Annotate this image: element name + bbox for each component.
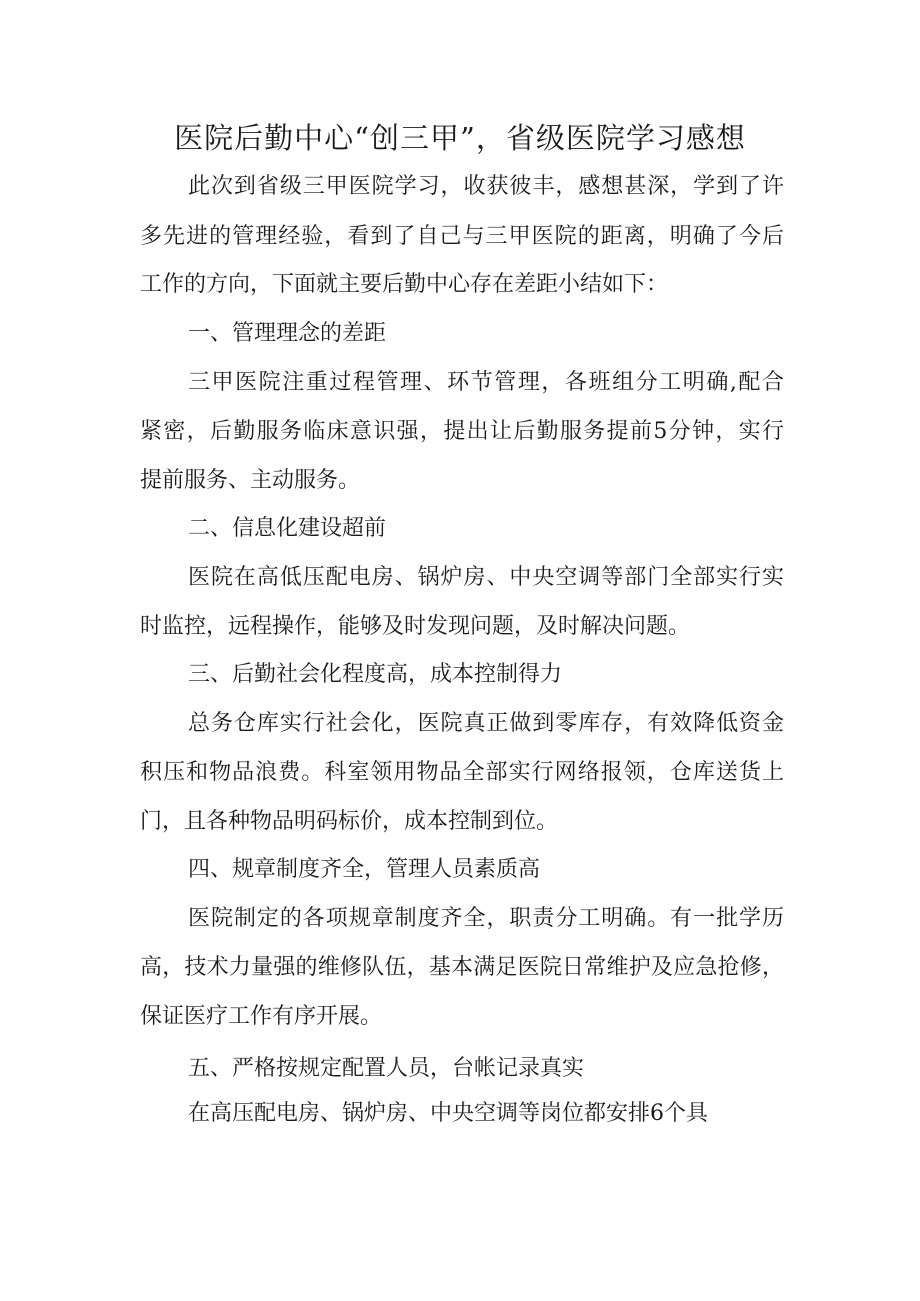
section-1-heading: 一、管理理念的差距 [188,321,387,346]
intro-line-3: 工作的方向，下面就主要后勤中心存在差距小结如下： [140,272,669,297]
section-1-line-2: 紧密，后勤服务临床意识强，提出让后勤服务提前5分钟，实行 [140,419,784,444]
section-1-line-3: 提前服务、主动服务。 [140,468,361,493]
section-4-line-1: 医院制定的各项规章制度齐全，职责分工明确。有一批学历 [188,906,784,931]
intro-line-2: 多先进的管理经验，看到了自己与三甲医院的距离，明确了今后 [140,224,784,249]
section-2-heading: 二、信息化建设超前 [188,516,387,541]
section-3-line-2: 积压和物品浪费。科室领用物品全部实行网络报领，仓库送货上 [140,760,784,785]
section-5-line-1: 在高压配电房、锅炉房、中央空调等岗位都安排6个具 [188,1101,708,1126]
section-3-line-3: 门，且各种物品明码标价，成本控制到位。 [140,809,559,834]
section-4-heading: 四、规章制度齐全，管理人员素质高 [188,857,541,882]
section-1-line-1: 三甲医院注重过程管理、环节管理，各班组分工明确,配合 [188,370,784,395]
intro-line-1: 此次到省级三甲医院学习，收获彼丰，感想甚深，学到了许 [188,174,784,199]
section-4-line-2: 高，技术力量强的维修队伍，基本满足医院日常维护及应急抢修， [140,955,784,980]
document-title: 医院后勤中心“创三甲”，省级医院学习感想 [174,121,746,155]
section-5-heading: 五、严格按规定配置人员，台帐记录真实 [188,1056,585,1081]
section-4-line-3: 保证医疗工作有序开展。 [140,1004,383,1029]
section-2-line-2: 时监控，远程操作，能够及时发现问题，及时解决问题。 [140,614,691,639]
section-3-line-1: 总务仓库实行社会化，医院真正做到零库存，有效降低资金 [188,711,784,736]
section-3-heading: 三、后勤社会化程度高，成本控制得力 [188,662,563,687]
section-2-line-1: 医院在高低压配电房、锅炉房、中央空调等部门全部实行实 [188,565,784,590]
